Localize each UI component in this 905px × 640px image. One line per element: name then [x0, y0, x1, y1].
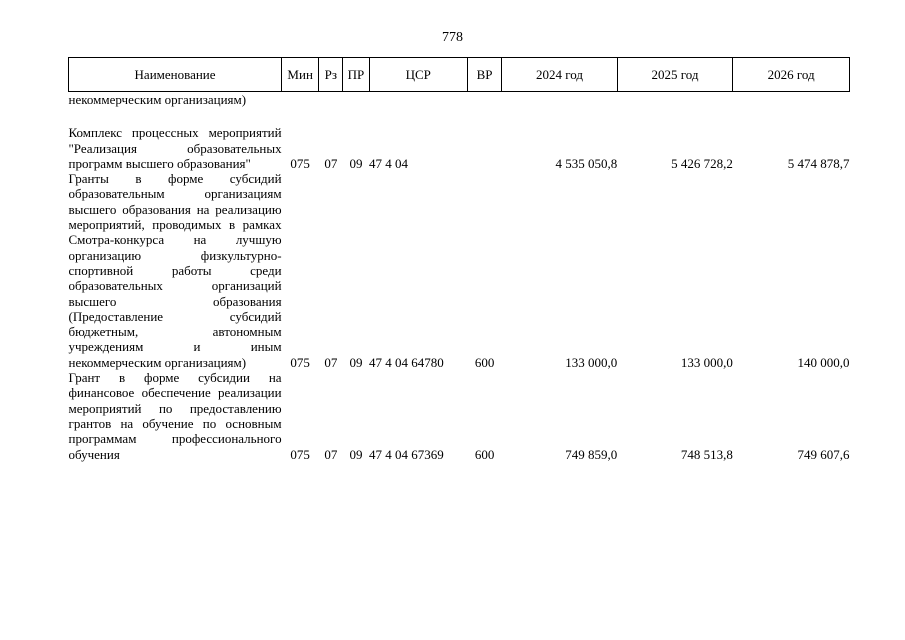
row-pr: 09 — [349, 354, 363, 370]
row-spacer — [69, 107, 850, 125]
row-pr: 09 — [349, 155, 363, 171]
row-vr — [468, 125, 502, 171]
header-csr: ЦСР — [369, 58, 468, 92]
row-pr — [343, 92, 369, 108]
row-2026 — [733, 92, 850, 108]
row-csr: 47 4 04 64780 — [369, 354, 444, 370]
row-rz — [319, 92, 343, 108]
row-min: 075 — [290, 354, 310, 370]
page-number: 778 — [442, 30, 463, 45]
row-2024 — [502, 92, 618, 108]
row-min: 075 — [290, 155, 310, 171]
table-row — [69, 125, 850, 171]
header-pr: ПР — [343, 58, 369, 92]
row-2026: 5 474 878,7 — [787, 155, 850, 171]
row-2024: 749 859,0 — [565, 446, 618, 462]
row-2025 — [617, 92, 733, 108]
header-vr: ВР — [468, 58, 502, 92]
budget-table — [68, 57, 850, 462]
header-2026: 2026 год — [733, 58, 850, 92]
row-csr: 47 4 04 — [369, 155, 408, 171]
row-2025: 133 000,0 — [680, 354, 733, 370]
row-vr — [468, 92, 502, 108]
row-2025: 5 426 728,2 — [671, 155, 733, 171]
row-pr: 09 — [349, 446, 363, 462]
row-2026: 749 607,6 — [797, 446, 850, 462]
row-csr: 47 4 04 67369 — [369, 446, 444, 462]
row-csr — [369, 92, 468, 108]
row-name: Грант в форме субсидии на финансовое обеспечение реализации мероприятий по предоставлению грантов на обучение по основным программам профессионального обучения — [68, 370, 282, 462]
row-2026: 140 000,0 — [797, 354, 850, 370]
table-row — [69, 92, 850, 108]
row-rz: 07 — [324, 354, 338, 370]
row-2025: 748 513,8 — [680, 446, 733, 462]
table-row — [69, 370, 850, 462]
row-vr: 600 — [474, 446, 495, 462]
row-name: Комплекс процессных мероприятий "Реализация образовательных программ высшего образования" — [68, 125, 282, 171]
row-min: 075 — [290, 446, 310, 462]
table-header-row — [69, 58, 850, 92]
header-min: Мин — [282, 58, 319, 92]
row-name: Гранты в форме субсидий образовательным организациям высшего образования на реализацию мероприятий, проводимых в рамках Смотра-конкурса на лучшую организацию физкультурно-спортивной работы среди образовательных организаций высшего образования (Предоставление субсидий бюджетным, автономным учреждениям и иным некоммерческим организациям) — [68, 171, 282, 370]
row-min — [282, 92, 319, 108]
row-rz: 07 — [324, 155, 338, 171]
row-rz: 07 — [324, 446, 338, 462]
row-2024: 4 535 050,8 — [555, 155, 618, 171]
header-2025: 2025 год — [617, 58, 733, 92]
row-vr: 600 — [474, 354, 495, 370]
header-2024: 2024 год — [502, 58, 618, 92]
header-name: Наименование — [69, 58, 282, 92]
table-row — [69, 171, 850, 370]
row-2024: 133 000,0 — [565, 354, 618, 370]
row-name: некоммерческим организациям) — [68, 92, 247, 107]
header-rz: Рз — [319, 58, 343, 92]
